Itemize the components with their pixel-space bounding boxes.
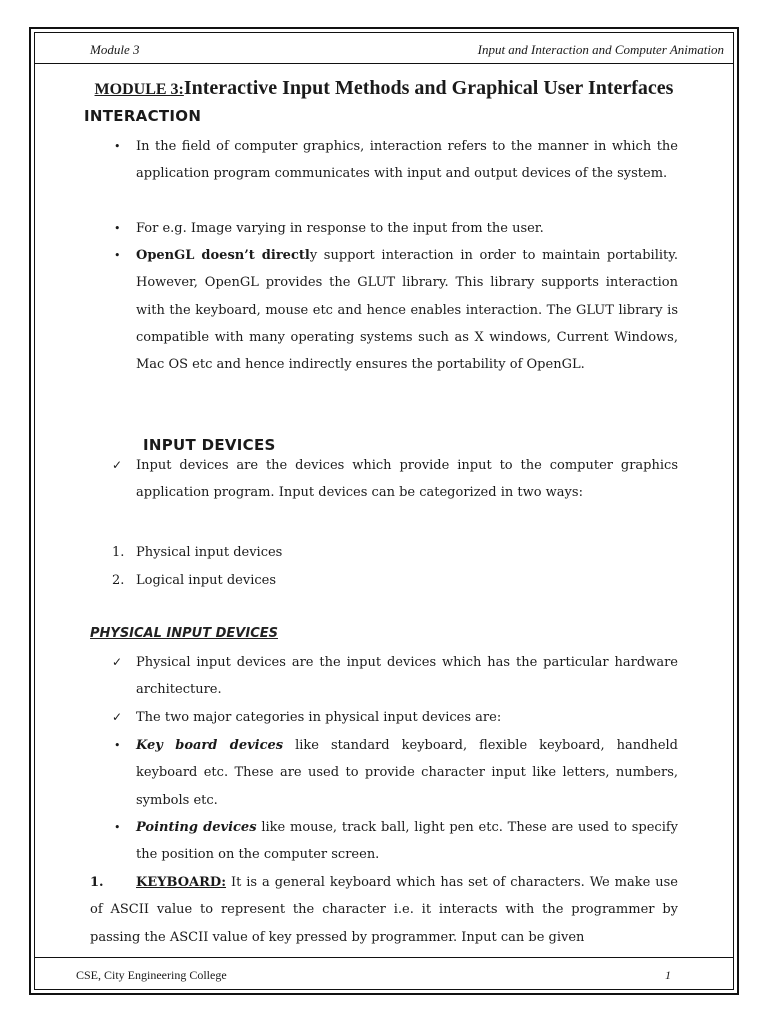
checkmark-icon: ✓ [112, 458, 123, 472]
item-text: Physical input devices [136, 545, 283, 560]
checkmark-icon: ✓ [112, 655, 123, 669]
list-item [112, 452, 678, 507]
list-item [114, 133, 678, 188]
title-text: Interactive Input Methods and Graphical User Interfaces [183, 77, 674, 99]
item-text: Input devices are the devices which provide input to the computer graphics application program. Input devices can be categorized in two ways: [136, 458, 678, 501]
heading-interaction: INTERACTION [84, 107, 202, 125]
title-module-label: MODULE 3: [94, 81, 184, 98]
list-item [112, 704, 678, 731]
keyboard-paragraph [90, 869, 678, 951]
bullet-icon: • [114, 739, 121, 752]
header-chapter-title: Input and Interaction and Computer Animation [477, 42, 724, 57]
item-text: y support interaction in order to maintain portability. However, OpenGL provides the GLUT library. This library supports interaction with the keyboard, mouse etc and hence enables interaction. The GLUT library is compatible with many operating systems such as X windows, Current Windows, Mac OS etc and hence indirectly ensures the portability of OpenGL. [136, 248, 678, 373]
paragraph-text: It is a general keyboard which has set of characters. We make use of ASCII value to represent the character i.e. it interacts with the programmer by passing the ASCII value of key pressed by programmer. Input can be given [90, 875, 678, 945]
page-title [0, 77, 768, 100]
header-divider [35, 63, 733, 64]
list-number: 2. [112, 573, 125, 588]
list-item [112, 567, 678, 594]
list-item [112, 649, 678, 704]
item-text: For e.g. Image varying in response to the input from the user. [136, 221, 544, 236]
footer-college: CSE, City Engineering College [76, 968, 227, 982]
bullet-icon: • [114, 249, 121, 262]
heading-input-devices: INPUT DEVICES [143, 436, 276, 454]
checkmark-icon: ✓ [112, 710, 123, 724]
list-item [114, 732, 678, 814]
item-bold-text: Pointing devices [136, 820, 257, 835]
footer-divider [35, 957, 733, 958]
item-text: Physical input devices are the input devices which has the particular hardware architecture. [136, 655, 678, 698]
item-text: In the field of computer graphics, interaction refers to the manner in which the application program communicates with input and output devices of the system. [136, 139, 678, 182]
bullet-icon: • [114, 222, 121, 235]
list-item [114, 814, 679, 869]
heading-physical-input-devices: PHYSICAL INPUT DEVICES [90, 626, 278, 641]
keyboard-label: KEYBOARD: [136, 875, 227, 890]
item-text: like standard keyboard, flexible keyboard, handheld keyboard etc. These are used to provide character input like letters, numbers, symbols etc. [136, 738, 678, 808]
item-bold-text: OpenGL doesn’t directl [136, 248, 310, 263]
item-text: like mouse, track ball, light pen etc. These are used to specify the position on the computer screen. [136, 820, 679, 863]
bullet-icon: • [114, 140, 121, 153]
list-item [114, 215, 678, 242]
page-number: 1 [665, 968, 671, 982]
item-text: The two major categories in physical input devices are: [136, 710, 502, 725]
item-text: Logical input devices [136, 573, 277, 588]
list-item [112, 539, 678, 566]
item-bold-text: Key board devices [136, 738, 284, 753]
header-module: Module 3 [90, 42, 140, 57]
list-number: 1. [112, 545, 125, 560]
section-number: 1. [90, 875, 104, 890]
list-item [114, 242, 678, 378]
bullet-icon: • [114, 821, 121, 834]
